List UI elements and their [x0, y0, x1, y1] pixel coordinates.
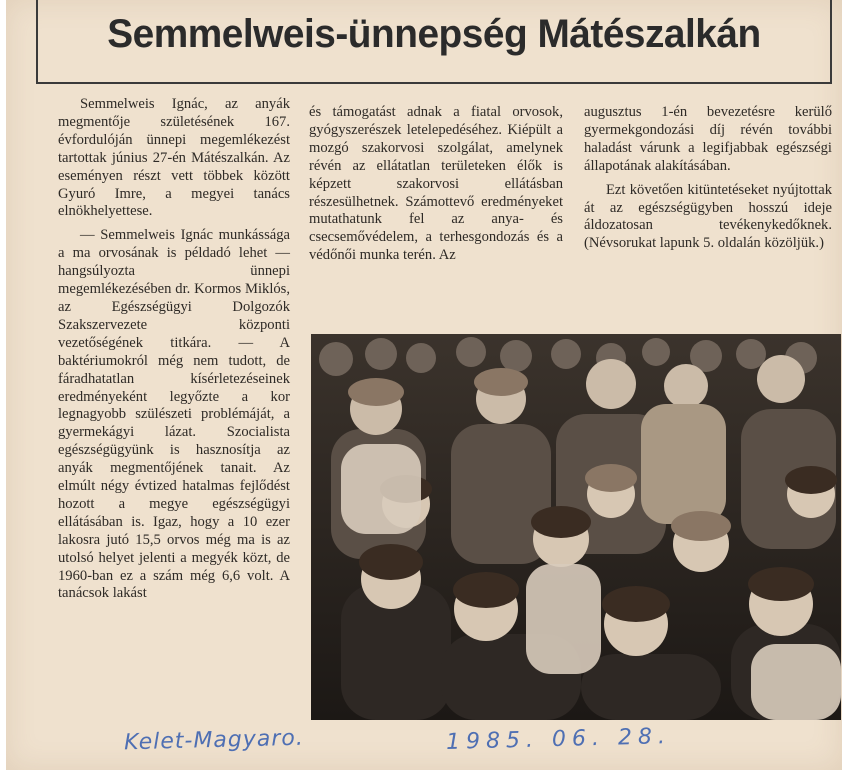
paragraph: Semmelweis Ignác, az anyák megmentője születésének 167. évfordulóján ünnepi megemlékezést tartottak június 27-én Mátészalkán. Az eseményen részt vett többek között Gyuró Imre, a megyei tanács elnökhelyettese.: [58, 96, 290, 220]
paragraph: augusztus 1-én bevezetésre kerülő gyermekgondozási díj révén további haladást várunk a legifjabbak egészségi állapotának alakításában.: [584, 104, 832, 174]
audience-photo-illustration: [311, 334, 841, 720]
paragraph: Ezt követően kitüntetéseket nyújtottak át az egészségügyben hosszú ideje áldozatosan tevékenykedőknek. (Névsorukat lapunk 5. oldalán közöljük.): [584, 181, 832, 252]
headline: Semmelweis-ünnepség Mátészalkán: [107, 12, 761, 56]
article-column-1: [58, 96, 290, 603]
paragraph: és támogatást adnak a fiatal orvosok, gyógyszerészek letelepedéséhez. Kiépült a mozgó szakorvosi szolgálat, amelynek révén az ellátatlan területeken élők is képzett szakorvosi ellátásban részesülhetnek. Számottevő eredményeket mutathatunk fel az anya- és csecsemővédelem, a terhesgondozás és a védőnői munka terén. Az: [309, 104, 563, 264]
handwritten-date: 1985. 06. 28.: [445, 724, 672, 755]
page-margin: [0, 770, 856, 781]
article-column-2: [309, 104, 563, 265]
handwritten-source: Kelet-Magyaro.: [123, 725, 305, 756]
paragraph: — Semmelweis Ignác munkássága a ma orvosának is példadó lehet — hangsúlyozta ünnepi megemlékezésében dr. Kormos Miklós, az Egészségügyi Dolgozók Szakszervezete központi vezetőségének titkára. — A baktériumokról még nem tudott, de fáradhatatlan kísérletezéseinek eredményeként legyőzte a kor legnagyobb szülészeti problémáját, a gyermekágyi lázat. Szocialista egészségügyünk is hasznosítja az anyák megmentőjének tanait. Az elmúlt négy évtized hatalmas fejlődést hozott a megye egészségügyi ellátásában is. Igaz, hogy a 10 ezer lakosra jutó 15,5 orvos még ma is az utolsó helyet jelenti a megyék közt, de 1960-ban ez a szám még 6,6 volt. A tanácsok lakást: [58, 227, 290, 602]
headline-frame: [36, 0, 832, 84]
newspaper-clipping: [6, 0, 842, 770]
audience-photo: [311, 334, 841, 720]
article-column-3: [584, 104, 832, 253]
